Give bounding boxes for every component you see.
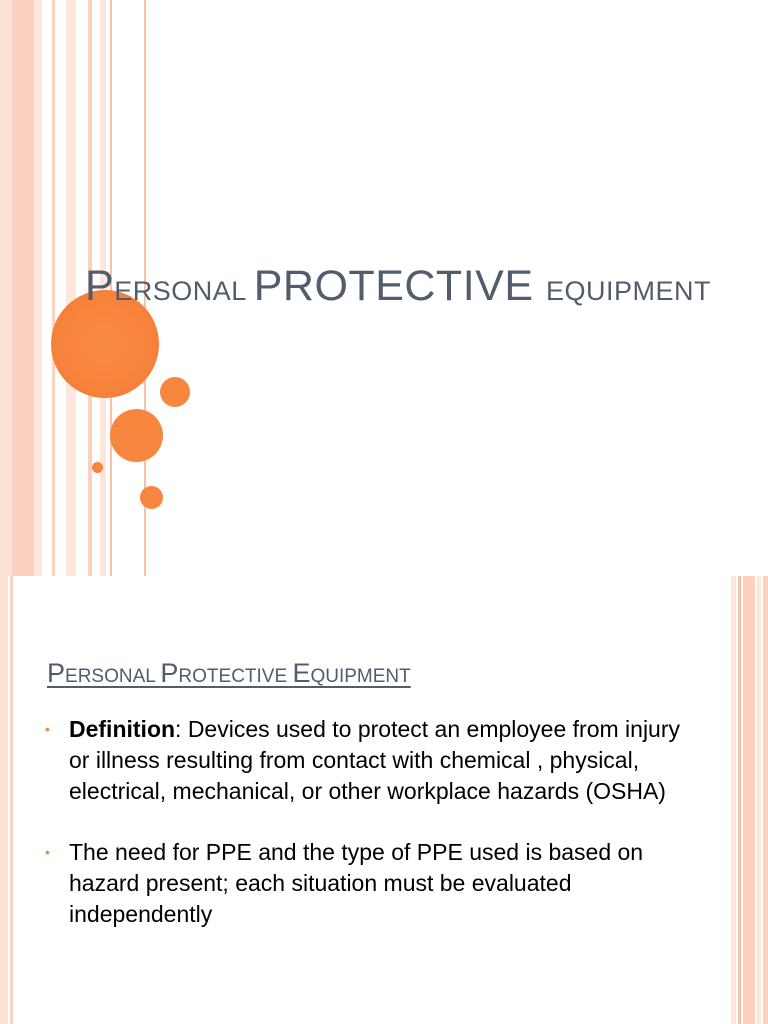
content-slide xyxy=(0,576,768,1024)
bullet-marker: • xyxy=(45,721,50,737)
bullet-marker: • xyxy=(45,844,50,860)
title-segment: E xyxy=(292,658,311,688)
decor-stripe xyxy=(12,0,34,576)
title-segment: E xyxy=(545,276,565,306)
title-segment: QUIPMENT xyxy=(310,666,411,687)
decor-stripe xyxy=(52,0,55,576)
decor-stripe xyxy=(738,576,741,1024)
definition-text: : Devices used to protect an employee from injury or illness resulting from contact with chemical , physical, electrical, mechanical, or other workplace hazards (OSHA) xyxy=(69,716,681,804)
decor-circle xyxy=(92,462,103,473)
bullet-item-ppe-need xyxy=(45,837,685,930)
decor-stripe xyxy=(10,576,13,1024)
title-segment: P xyxy=(47,658,66,688)
decor-circle xyxy=(140,486,163,509)
decor-stripe xyxy=(0,0,12,576)
decor-stripe xyxy=(763,576,768,1024)
title-segment: P xyxy=(160,658,179,688)
bullet-item-definition xyxy=(45,714,685,807)
title-segment: ROTECTIVE xyxy=(178,666,293,687)
decor-stripe xyxy=(0,576,8,1024)
decor-stripe xyxy=(757,576,761,1024)
decor-circle xyxy=(160,377,190,407)
bullet-text: The need for PPE and the type of PPE used is based on hazard present; each situation must be evaluated independently xyxy=(69,839,644,927)
title-segment: P xyxy=(85,262,115,310)
title-segment: QUIPMENT xyxy=(564,276,711,306)
title-segment: ERSONAL xyxy=(114,276,254,306)
decor-circle xyxy=(110,409,163,462)
decor-stripe xyxy=(34,0,42,576)
decor-stripe xyxy=(743,576,755,1024)
title-segment: P xyxy=(253,262,283,310)
decor-stripe xyxy=(66,0,76,576)
definition-term: Definition xyxy=(69,716,176,742)
slide-title xyxy=(85,262,745,311)
slide-title xyxy=(47,658,411,689)
bullet-list xyxy=(45,714,685,960)
title-segment: ROTECTIVE xyxy=(282,262,546,310)
decor-stripe xyxy=(731,576,736,1024)
title-segment: ERSONAL xyxy=(65,666,161,687)
